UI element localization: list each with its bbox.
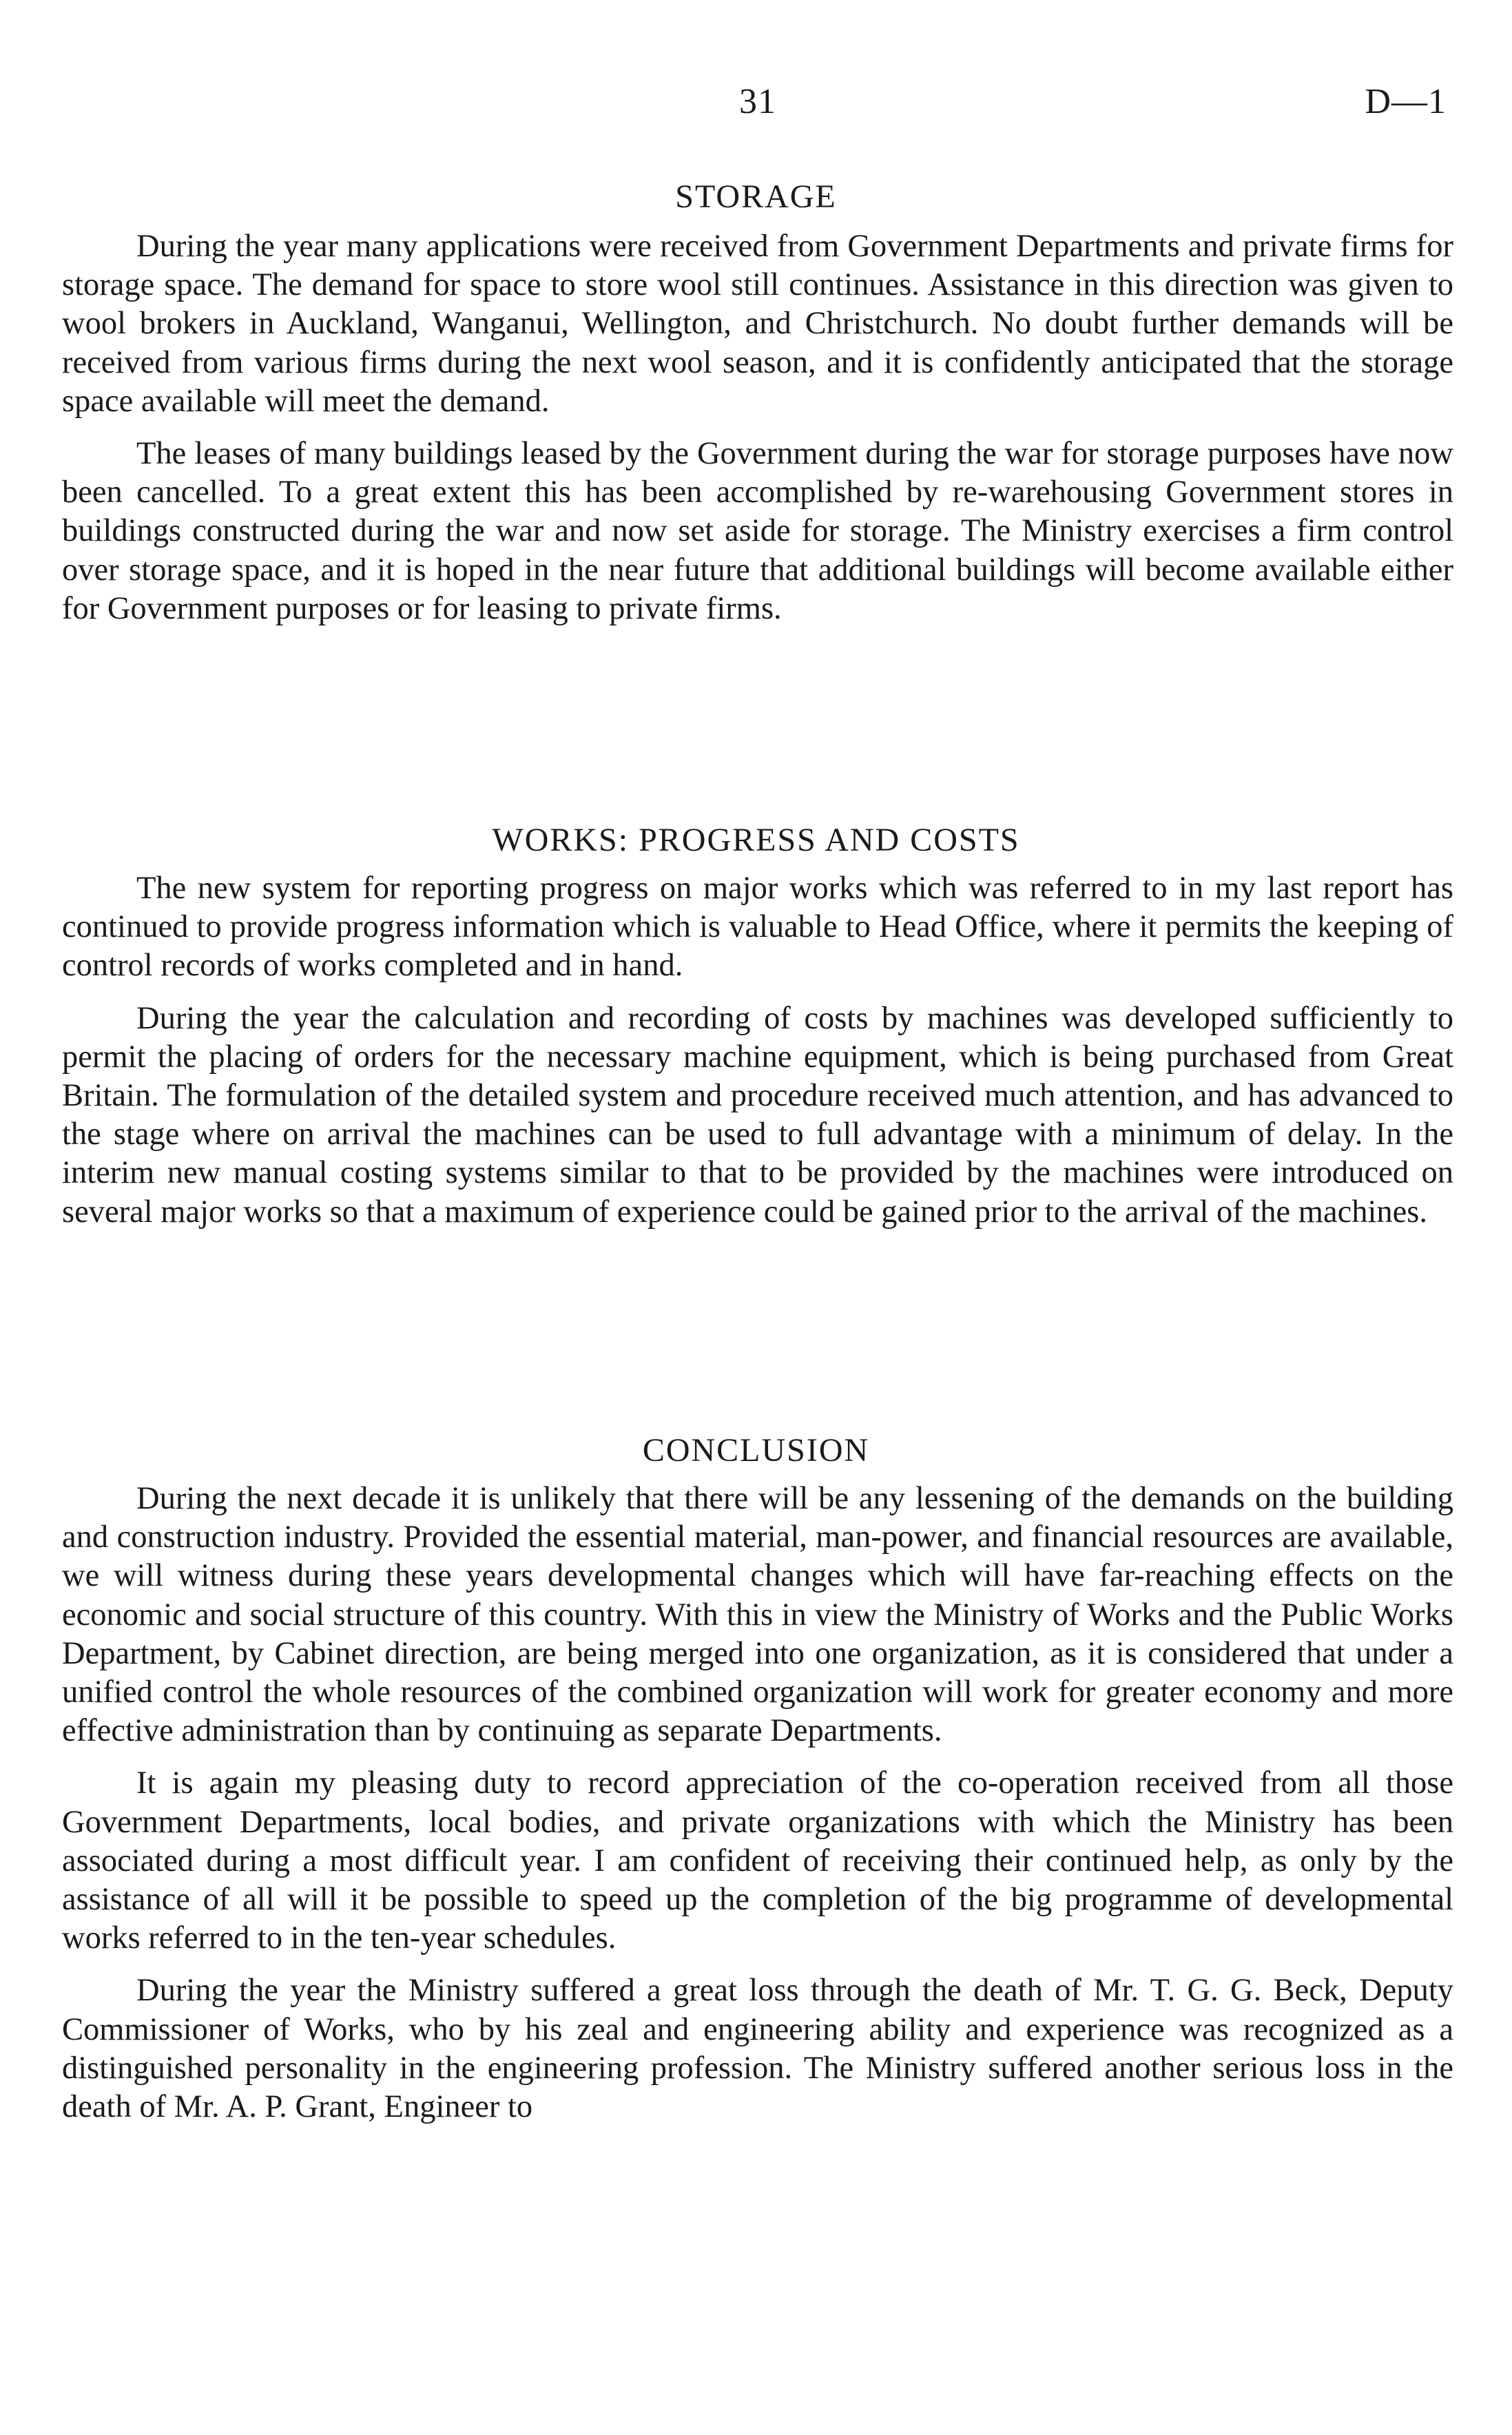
storage-section xyxy=(62,227,1453,642)
conclusion-paragraph-3: During the year the Ministry suffered a great loss through the death of Mr. T. G. G. Beck, Deputy Commissioner of Works, who by his zeal and engineering ability and experience was recognized as a distinguished personality in the engineering profession. The Ministry suffered another serious loss in the death of Mr. A. P. Grant, Engineer to xyxy=(62,1973,1453,2125)
conclusion-heading: CONCLUSION xyxy=(642,1432,870,1469)
conclusion-paragraph-2: It is again my pleasing duty to record appreciation of the co-operation received from all those Government Departments, local bodies, and private organizations with which the Ministry has been associated during a most difficult year. I am confident of receiving their continued help, as only by the assistance of all will it be possible to speed up the completion of the big programme of developmental works referred to in the ten-year schedules. xyxy=(62,1765,1453,1956)
storage-paragraph-1: During the year many applications were received from Government Departments and private firms for storage space. The demand for space to store wool still continues. Assistance in this direction was given to wool brokers in Auckland, Wanganui, Wellington, and Christchurch. No doubt further demands will be received from various firms during the next wool season, and it is confidently anticipated that the storage space available will meet the demand. xyxy=(62,229,1453,419)
document-reference: D—1 xyxy=(1365,82,1447,121)
conclusion-paragraph-1: During the next decade it is unlikely that there will be any lessening of the demands on the building and construction industry. Provided the essential material, man-power, and financial resources are available, we will witness during these years developmental changes which will have far-reaching effects on the economic and social structure of this country. With this in view the Ministry of Works and the Public Works Department, by Cabinet direction, are being merged into one organization, as it is considered that under a unified control the whole resources of the combined organization will work for greater economy and more effective administration than by continuing as separate Departments. xyxy=(62,1481,1453,1749)
works-paragraph-1: The new system for reporting progress on major works which was referred to in my last report has continued to provide progress information which is valuable to Head Office, where it permits the keeping of control records of works completed and in hand. xyxy=(62,871,1453,984)
conclusion-section xyxy=(62,1480,1453,2140)
works-paragraph-2: During the year the calculation and recording of costs by machines was developed sufficiently to permit the placing of orders for the necessary machine equipment, which is being purchased from Great Britain. The formulation of the detailed system and procedure received much attention, and has advanced to the stage where on arrival the machines can be used to full advantage with a minimum of delay. In the interim new manual costing systems similar to that to be provided by the machines were introduced on several major works so that a maximum of experience could be gained prior to the arrival of the machines. xyxy=(62,1000,1453,1230)
page-number: 31 xyxy=(739,82,776,121)
storage-heading: STORAGE xyxy=(675,178,837,215)
works-section xyxy=(62,869,1453,1245)
storage-paragraph-2: The leases of many buildings leased by the Government during the war for storage purposes have now been cancelled. To a great extent this has been accomplished by re-warehousing Government stores in buildings constructed during the war and now set aside for storage. The Ministry exercises a firm control over storage space, and it is hoped in the near future that additional buildings will become available either for Government purposes or for leasing to private firms. xyxy=(62,436,1453,626)
works-heading: WORKS: PROGRESS AND COSTS xyxy=(492,822,1020,858)
